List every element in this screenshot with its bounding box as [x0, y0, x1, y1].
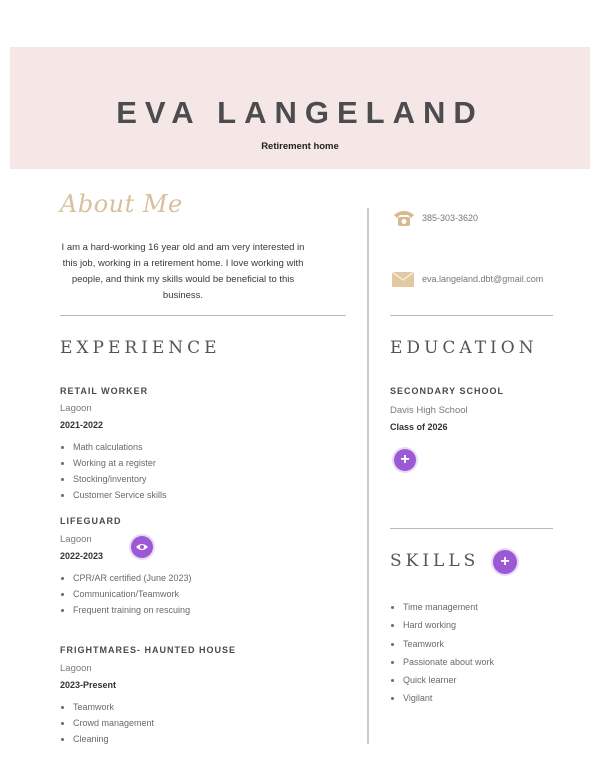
- job-dates: 2022-2023: [60, 551, 104, 561]
- job-company: Lagoon: [60, 403, 92, 414]
- email-address[interactable]: eva.langeland.dbt@gmail.com: [422, 274, 544, 284]
- list-item: • Frequent training on rescuing: [73, 602, 192, 618]
- list-item: • Customer Service skills: [73, 487, 167, 503]
- skills-list: [390, 598, 494, 708]
- list-item: • Cleaning: [73, 731, 154, 747]
- envelope-icon: [392, 272, 414, 292]
- divider: [390, 528, 553, 529]
- list-item: • Quick learner: [403, 671, 494, 689]
- phone-number: 385-303-3620: [422, 213, 479, 223]
- job-title: RETAIL WORKER: [60, 386, 149, 396]
- list-item: • Hard working: [403, 616, 494, 634]
- job-company: Lagoon: [60, 663, 92, 674]
- divider: [60, 315, 346, 316]
- column-divider: [367, 208, 369, 744]
- list-item: • Teamwork: [403, 635, 494, 653]
- resume-name: EVA LANGELAND: [116, 95, 484, 130]
- phone-icon: [392, 209, 416, 232]
- job-company: Lagoon: [60, 534, 92, 545]
- list-item: • Math calculations: [73, 439, 167, 455]
- list-item: • Stocking/inventory: [73, 471, 167, 487]
- experience-heading: EXPERIENCE: [60, 338, 221, 358]
- school-name: Davis High School: [390, 405, 468, 416]
- education-heading: EDUCATION: [390, 338, 538, 358]
- list-item: • Crowd management: [73, 715, 154, 731]
- list-item: • Time management: [403, 598, 494, 616]
- about-text: I am a hard-working 16 year old and am very interested in this job, working in a retirement home. I love working with people, and think my skills would be beneficial to this business.: [61, 242, 305, 301]
- job-duties: [60, 439, 167, 503]
- list-item: • Vigilant: [403, 689, 494, 707]
- add-education-button[interactable]: +: [394, 449, 416, 471]
- header-band: [10, 47, 590, 169]
- graduation-class: Class of 2026: [390, 422, 448, 432]
- list-item: • CPR/AR certified (June 2023): [73, 570, 192, 586]
- skills-heading: SKILLS: [390, 551, 480, 571]
- eye-button[interactable]: [131, 536, 153, 558]
- job-title: LIFEGUARD: [60, 516, 122, 526]
- add-skill-button[interactable]: +: [493, 550, 517, 574]
- eye-icon: [135, 542, 149, 552]
- job-duties: [60, 699, 154, 747]
- list-item: • Communication/Teamwork: [73, 586, 192, 602]
- divider: [390, 315, 553, 316]
- about-heading: About Me: [60, 190, 183, 218]
- job-duties: [60, 570, 192, 618]
- list-item: • Teamwork: [73, 699, 154, 715]
- job-dates: 2021-2022: [60, 420, 104, 430]
- school-type: SECONDARY SCHOOL: [390, 386, 505, 396]
- list-item: • Passionate about work: [403, 653, 494, 671]
- list-item: • Working at a register: [73, 455, 167, 471]
- job-dates: 2023-Present: [60, 680, 117, 690]
- job-title: FRIGHTMARES- HAUNTED HOUSE: [60, 645, 236, 655]
- resume-subtitle: Retirement home: [261, 141, 339, 152]
